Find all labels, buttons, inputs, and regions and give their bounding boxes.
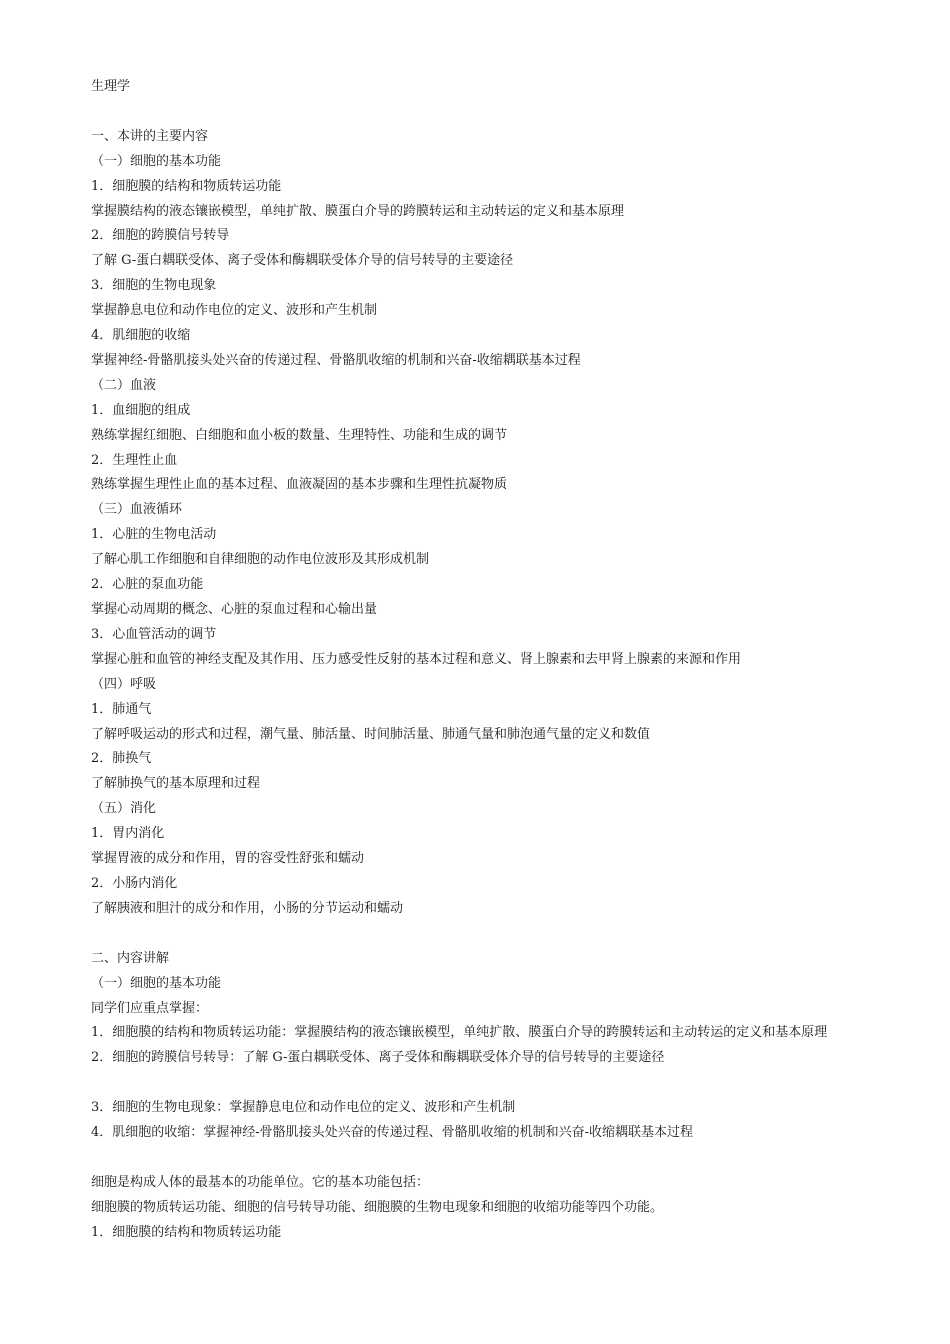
subsection-heading: （一）细胞的基本功能 [91,975,222,991]
outline-line: 2．小肠内消化 [91,875,178,891]
outline-line: 掌握膜结构的液态镶嵌模型，单纯扩散、膜蛋白介导的跨膜转运和主动转运的定义和基本原理 [91,203,625,219]
spacer [91,1071,866,1096]
outline-line: （二）血液 [91,377,157,393]
outline-line: 2．肺换气 [91,751,152,767]
spacer [91,1146,866,1171]
paragraph: 细胞膜的物质转运功能、细胞的信号转导功能、细胞膜的生物电现象和细胞的收缩功能等四个功能。 [91,1199,664,1215]
outline-line: 了解 G-蛋白耦联受体、离子受体和酶耦联受体介导的信号转导的主要途径 [91,253,514,269]
section-heading: 一、本讲的主要内容 [91,128,209,144]
outline-line: 掌握胃液的成分和作用，胃的容受性舒张和蠕动 [91,851,365,867]
paragraph: 细胞是构成人体的最基本的功能单位。它的基本功能包括： [91,1174,430,1190]
outline-line: 了解心肌工作细胞和自律细胞的动作电位波形及其形成机制 [91,552,430,568]
outline-line: 掌握心动周期的概念、心脏的泵血过程和心输出量 [91,602,378,618]
outline-line: （五）消化 [91,801,157,817]
outline-line: 了解肺换气的基本原理和过程 [91,776,261,792]
outline-line: 1．胃内消化 [91,826,165,842]
section-lines [91,150,866,922]
spacer [91,922,866,947]
outline-line: 3．细胞的生物电现象 [91,278,217,294]
spacer [91,100,866,125]
outline-line: 2．生理性止血 [91,452,178,468]
paragraph: 同学们应重点掌握： [91,1000,209,1016]
paragraph: 2．细胞的跨膜信号转导：了解 G-蛋白耦联受体、离子受体和酶耦联受体介导的信号转导的主要途径 [91,1050,665,1066]
outline-line: 熟练掌握生理性止血的基本过程、血液凝固的基本步骤和生理性抗凝物质 [91,477,508,493]
outline-line: （四）呼吸 [91,676,157,692]
outline-line: 2．心脏的泵血功能 [91,577,204,593]
outline-line: 掌握心脏和血管的神经支配及其作用、压力感受性反射的基本过程和意义、肾上腺素和去甲肾上腺素的来源和作用 [91,651,742,667]
outline-line: 3．心血管活动的调节 [91,626,217,642]
outline-line: 2．细胞的跨膜信号转导 [91,228,230,244]
outline-line: 掌握静息电位和动作电位的定义、波形和产生机制 [91,303,378,319]
outline-line: 1．肺通气 [91,701,152,717]
outline-line: 1．心脏的生物电活动 [91,527,217,543]
outline-line: （三）血液循环 [91,502,183,518]
outline-line: 4．肌细胞的收缩 [91,328,191,344]
document-page [91,75,866,1246]
section-heading: 二、内容讲解 [91,950,170,966]
outline-line: 了解胰液和胆汁的成分和作用，小肠的分节运动和蠕动 [91,900,404,916]
paragraph: 1．细胞膜的结构和物质转运功能 [91,1224,282,1240]
outline-line: 1．血细胞的组成 [91,402,191,418]
outline-line: 了解呼吸运动的形式和过程，潮气量、肺活量、时间肺活量、肺通气量和肺泡通气量的定义和数值 [91,726,651,742]
paragraph: 4．肌细胞的收缩：掌握神经-骨骼肌接头处兴奋的传递过程、骨骼肌收缩的机制和兴奋-收缩耦联基本过程 [91,1125,694,1141]
document-title: 生理学 [91,79,131,94]
paragraph: 3．细胞的生物电现象：掌握静息电位和动作电位的定义、波形和产生机制 [91,1100,516,1116]
outline-line: （一）细胞的基本功能 [91,153,222,169]
outline-line: 1．细胞膜的结构和物质转运功能 [91,178,282,194]
paragraph: 1．细胞膜的结构和物质转运功能：掌握膜结构的液态镶嵌模型，单纯扩散、膜蛋白介导的跨膜转运和主动转运的定义和基本原理 [91,1025,828,1041]
outline-line: 熟练掌握红细胞、白细胞和血小板的数量、生理特性、功能和生成的调节 [91,427,508,443]
outline-line: 掌握神经-骨骼肌接头处兴奋的传递过程、骨骼肌收缩的机制和兴奋-收缩耦联基本过程 [91,352,581,368]
